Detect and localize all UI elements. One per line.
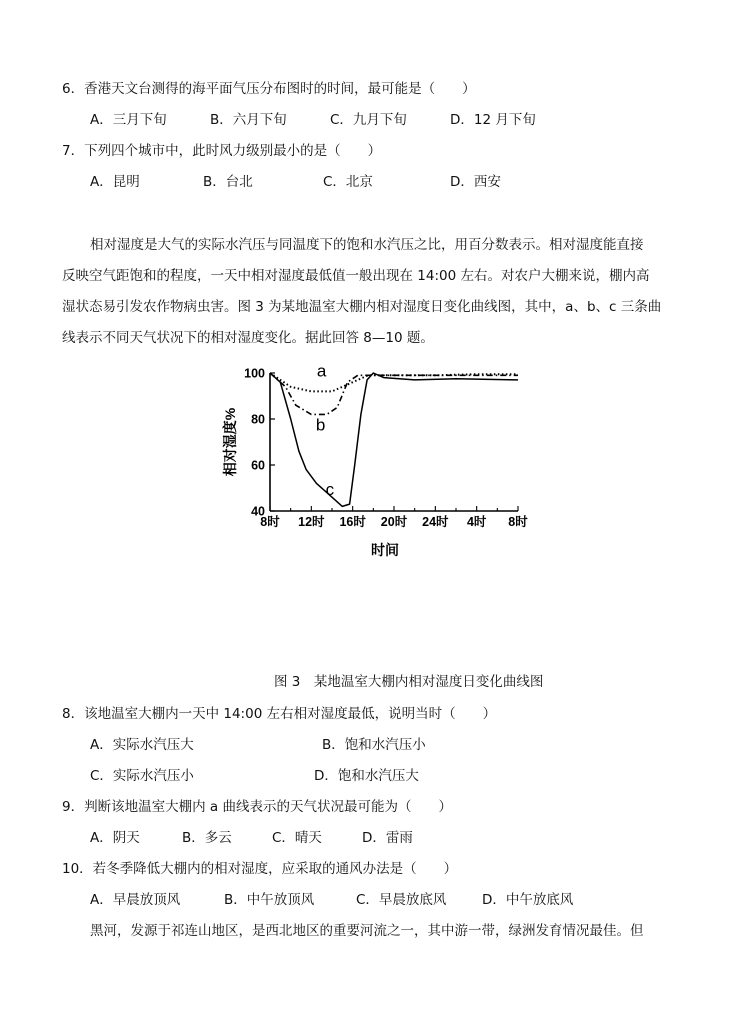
chart-lines [270, 373, 518, 506]
passage-line-4: 线表示不同天气状况下的相对湿度变化。据此回答 8—10 题。 [62, 330, 434, 346]
y-tick-label: 40 [251, 504, 265, 519]
q10-option-d: D．中午放底风 [482, 892, 574, 908]
q8-option-b: B．饱和水汽压小 [322, 737, 426, 753]
y-axis-title: 相对湿度% [222, 407, 238, 477]
x-tick-label: 16时 [339, 515, 366, 529]
x-tick-label: 24时 [422, 515, 449, 529]
q10-stem: 10．若冬季降低大棚内的相对湿度，应采取的通风办法是（ ） [62, 861, 458, 877]
figure-caption: 图 3 某地温室大棚内相对湿度日变化曲线图 [274, 674, 544, 690]
q6-option-c: C．九月下旬 [330, 112, 407, 128]
q6-option-a: A．三月下旬 [90, 112, 167, 128]
passage-line-1: 相对湿度是大气的实际水汽压与同温度下的饱和水汽压之比，用百分数表示。相对湿度能直接 [90, 237, 644, 253]
q7-option-c: C．北京 [323, 174, 373, 190]
q10-option-b: B．中午放顶风 [224, 892, 315, 908]
series-c-line [270, 373, 518, 506]
y-tick-label: 100 [244, 366, 265, 381]
q9-option-c: C．晴天 [272, 830, 322, 846]
x-tick-label: 4时 [466, 515, 487, 529]
q7-option-a: A．昆明 [90, 174, 140, 190]
q9-option-a: A．阴天 [90, 830, 140, 846]
x-tick-label: 12时 [298, 515, 325, 529]
q7-stem: 7．下列四个城市中，此时风力级别最小的是（ ） [62, 143, 382, 159]
passage-line-3: 湿状态易引发农作物病虫害。图 3 为某地温室大棚内相对湿度日变化曲线图，其中，a、b、c 三条曲 [62, 299, 662, 315]
q6-option-b: B．六月下旬 [210, 112, 287, 128]
q8-option-c: C．实际水汽压小 [90, 768, 194, 784]
passage-line-2: 反映空气距饱和的程度，一天中相对湿度最低值一般出现在 14:00 左右。对农户大棚来说，棚内高 [62, 268, 650, 284]
y-tick-label: 80 [251, 412, 265, 427]
series-c-label: c [325, 479, 335, 499]
x-axis-title: 时间 [371, 542, 399, 558]
y-tick-label: 60 [251, 458, 265, 473]
q9-stem: 9．判断该地温室大棚内 a 曲线表示的天气状况最可能为（ ） [62, 799, 452, 815]
q6-stem: 6．香港天文台测得的海平面气压分布图时的时间，最可能是（ ） [62, 81, 476, 97]
x-tick-label: 8时 [508, 515, 528, 529]
passage2-line-1: 黑河，发源于祁连山地区，是西北地区的重要河流之一，其中游一带，绿洲发育情况最佳。但 [90, 923, 644, 939]
series-a-label: a [316, 361, 327, 381]
q8-option-d: D．饱和水汽压大 [314, 768, 419, 784]
q8-stem: 8．该地温室大棚内一天中 14:00 左右相对湿度最低，说明当时（ ） [62, 706, 497, 722]
chart-axes [270, 373, 518, 511]
x-tick-label: 8时 [260, 515, 280, 529]
series-b-label: b [315, 415, 326, 435]
q10-option-a: A．早晨放顶风 [90, 892, 181, 908]
q8-option-a: A．实际水汽压大 [90, 737, 194, 753]
x-tick-label: 20时 [380, 515, 408, 529]
q7-option-d: D．西安 [450, 174, 501, 190]
q9-option-d: D．雷雨 [362, 830, 413, 846]
humidity-chart [218, 358, 540, 568]
q10-option-c: C．早晨放底风 [356, 892, 447, 908]
q7-option-b: B．台北 [203, 174, 253, 190]
q9-option-b: B．多云 [182, 830, 232, 846]
chart-ticks [244, 367, 528, 530]
q6-option-d: D．12 月下旬 [450, 112, 536, 128]
